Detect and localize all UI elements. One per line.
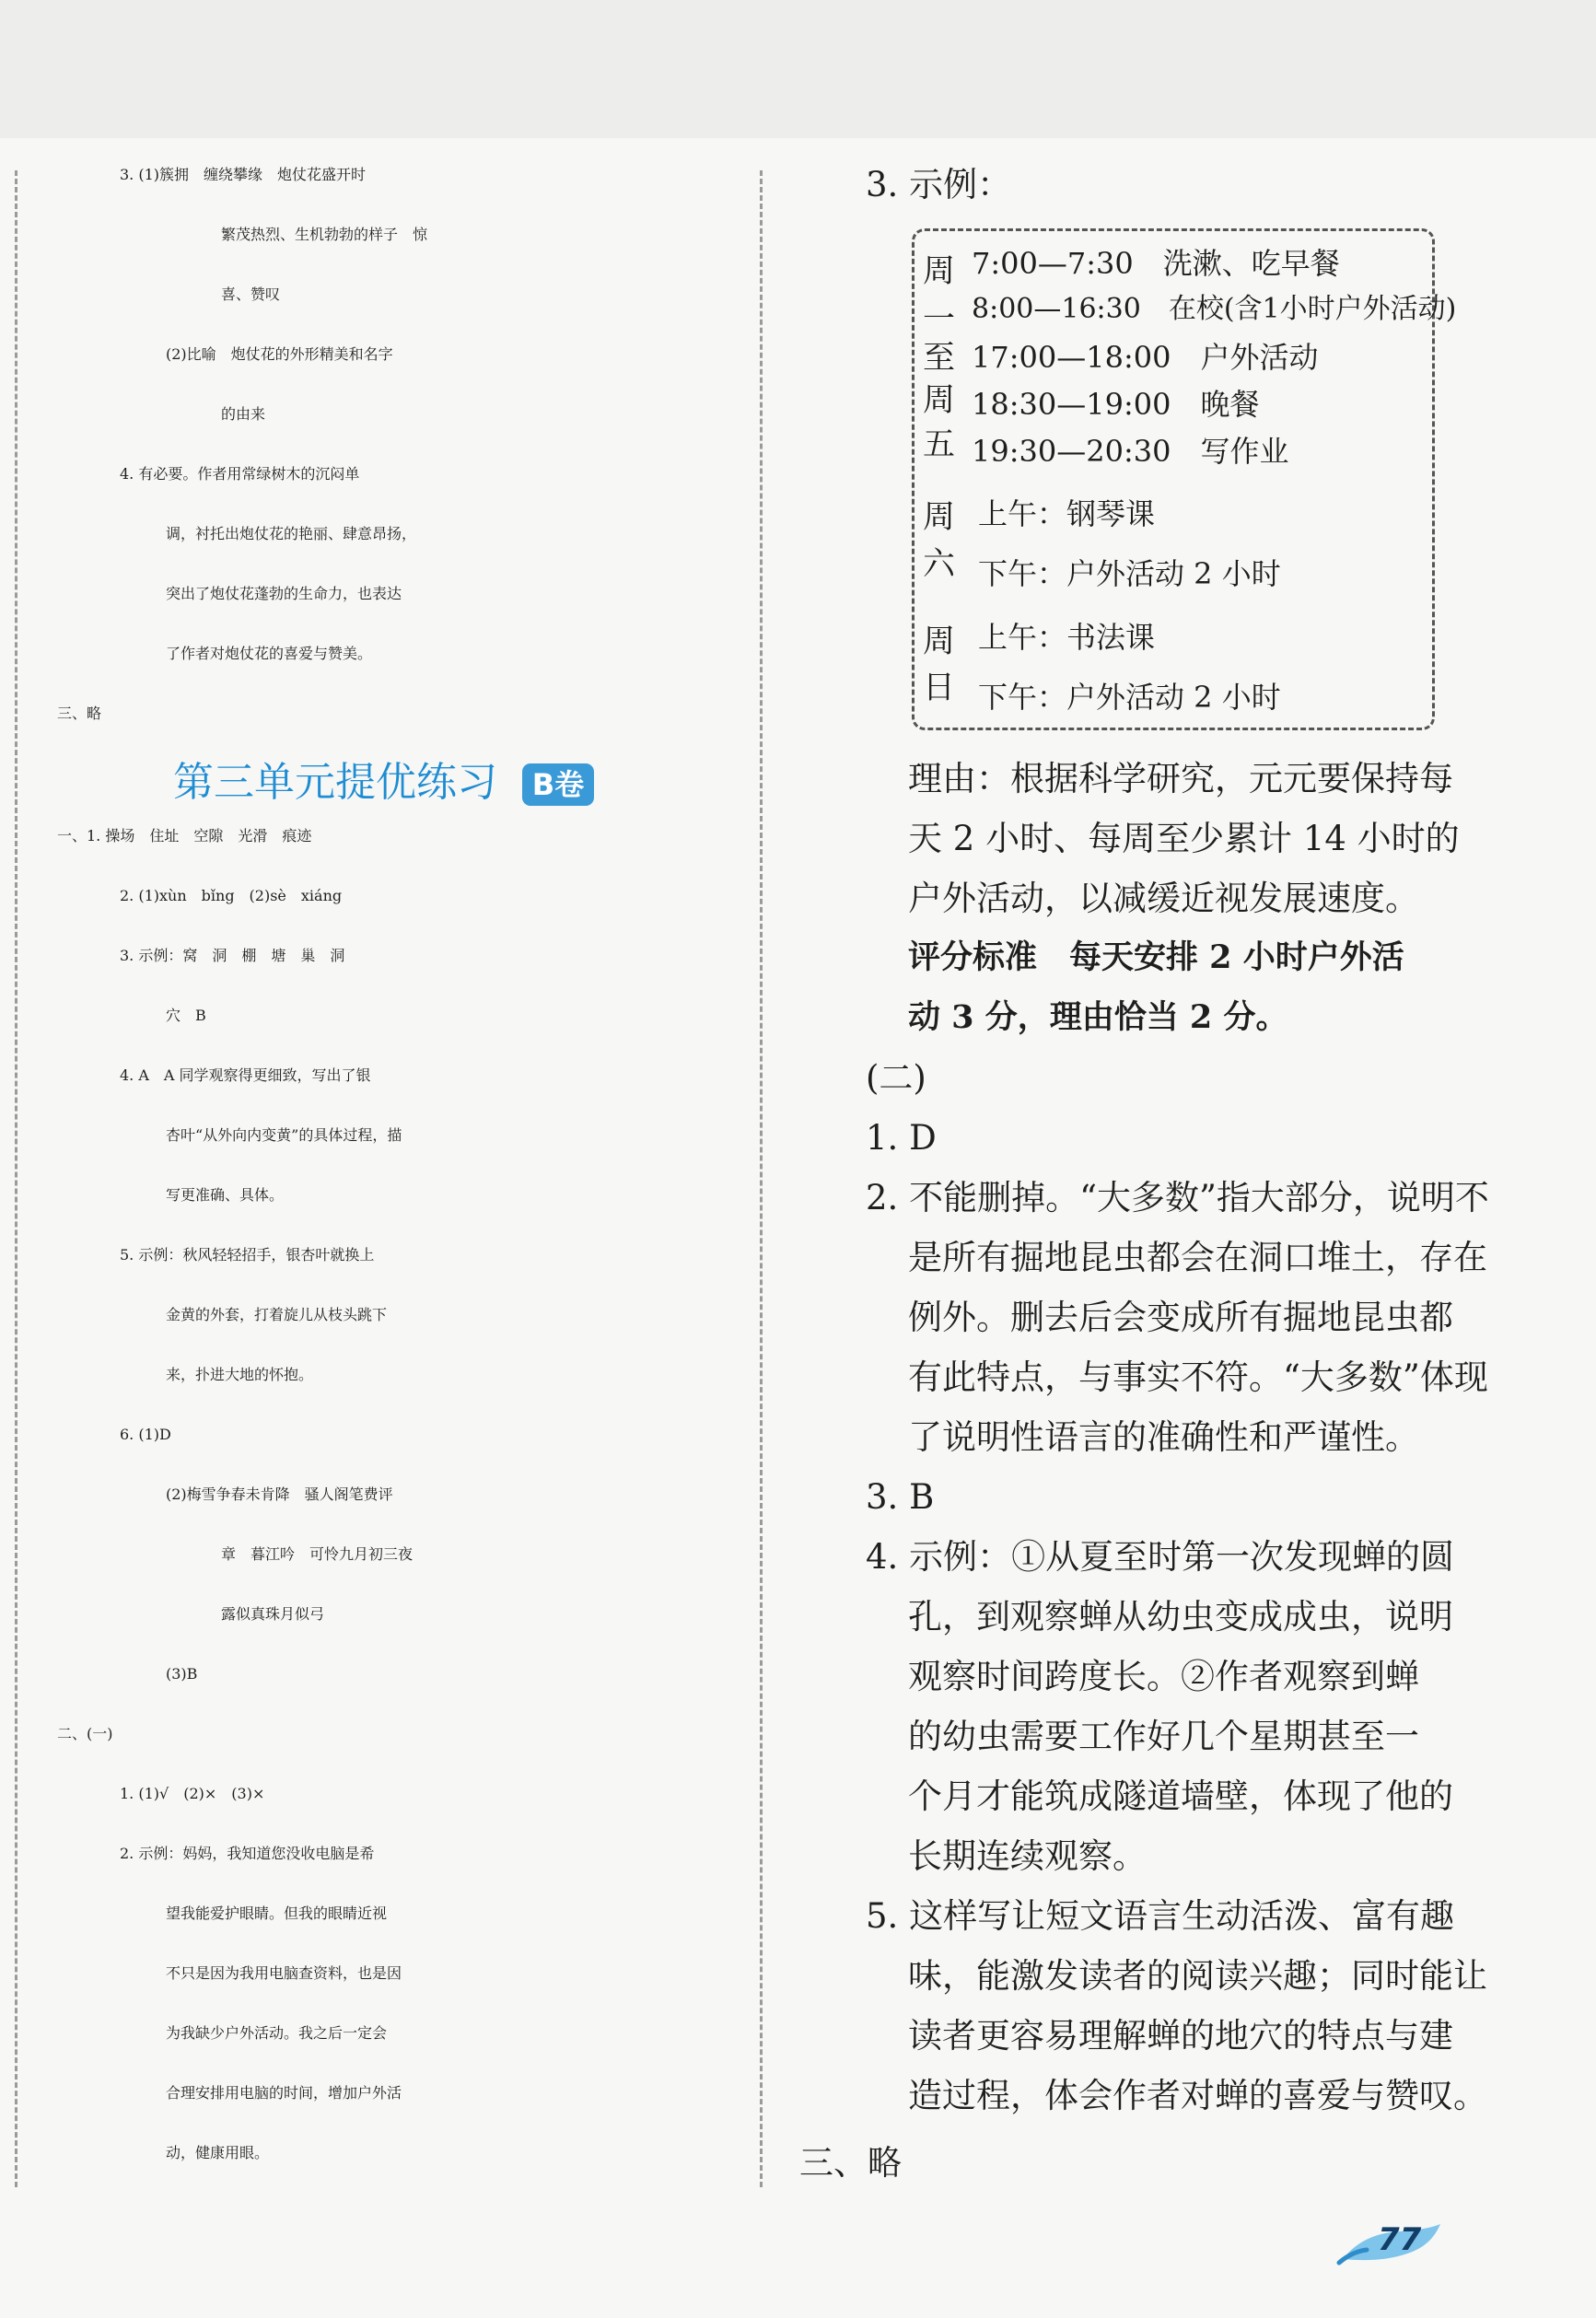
section-heading: 二、(一) xyxy=(57,1725,113,1742)
answer-line: 3. 示例： xyxy=(866,165,1012,204)
answer-line: 调，衬托出炮仗花的艳丽、肆意昂扬， xyxy=(166,525,417,542)
schedule-row: 18:30—19:00 晚餐 xyxy=(972,387,1260,422)
answer-line: 个月才能筑成隧道墙壁，体现了他的 xyxy=(908,1776,1453,1816)
answer-line: 5. 这样写让短文语言生动活泼、富有趣 xyxy=(866,1896,1455,1936)
page-number-badge xyxy=(1335,2215,1446,2270)
schedule-row: 8:00—16:30 在校(含1小时户外活动) xyxy=(972,293,1457,325)
answer-line: 4. A A 同学观察得更细致，写出了银 xyxy=(120,1066,371,1084)
schedule-row: 17:00—18:00 户外活动 xyxy=(972,340,1319,375)
answer-line: 为我缺少户外活动。我之后一定会 xyxy=(166,2024,388,2042)
answer-line: 的由来 xyxy=(221,405,266,423)
column-divider-dashed-line xyxy=(760,170,763,2187)
answer-line: 3. B xyxy=(866,1477,935,1517)
answer-line: 一、1. 操场 住址 空隙 光滑 痕迹 xyxy=(57,827,312,844)
answer-line: 是所有掘地昆虫都会在洞口堆土，存在 xyxy=(908,1238,1487,1277)
answer-line: 有此特点，与事实不符。“大多数”体现 xyxy=(908,1357,1488,1397)
answer-line: 孔，到观察蝉从幼虫变成成虫，说明 xyxy=(908,1597,1453,1637)
answer-line: 不只是因为我用电脑查资料，也是因 xyxy=(166,1964,402,1982)
answer-line: 的幼虫需要工作好几个星期甚至一 xyxy=(908,1717,1419,1756)
schedule-day-label: 日 xyxy=(923,670,956,706)
scoring-criteria: 动 3 分，理由恰当 2 分。 xyxy=(908,998,1288,1036)
answer-line: 2. 示例：妈妈，我知道您没收电脑是希 xyxy=(120,1845,375,1862)
answer-line: 了说明性语言的准确性和严谨性。 xyxy=(908,1417,1419,1457)
answer-line: 天 2 小时、每周至少累计 14 小时的 xyxy=(908,819,1460,858)
answer-line: 3. 示例：窝 洞 棚 塘 巢 洞 xyxy=(120,947,345,964)
left-margin-dashed-line xyxy=(15,170,17,2187)
schedule-day-label: 周 xyxy=(923,499,956,536)
answer-line: 突出了炮仗花蓬勃的生命力，也表达 xyxy=(166,585,402,602)
answer-line: 户外活动，以减缓近视发展速度。 xyxy=(908,879,1419,918)
answer-line: 望我能爱护眼睛。但我的眼睛近视 xyxy=(166,1904,388,1922)
answer-line: 1. (1)√ (2)× (3)× xyxy=(120,1785,265,1802)
schedule-row: 上午：钢琴课 xyxy=(978,496,1156,531)
schedule-row: 7:00—7:30 洗漱、吃早餐 xyxy=(972,246,1340,281)
section-heading: 三、略 xyxy=(799,2143,902,2183)
schedule-day-label: 至 xyxy=(923,340,956,377)
schedule-day-label: 一 xyxy=(923,301,956,338)
answer-line: 穴 B xyxy=(166,1007,206,1024)
schedule-row: 19:30—20:30 写作业 xyxy=(972,434,1289,469)
answer-line: (2)梅雪争春未肯降 骚人阁笔费评 xyxy=(166,1485,393,1503)
answer-line: 观察时间跨度长。②作者观察到蝉 xyxy=(908,1657,1419,1696)
scoring-criteria: 评分标准 每天安排 2 小时户外活 xyxy=(908,938,1404,976)
answer-line: 味，能激发读者的阅读兴趣；同时能让 xyxy=(908,1956,1487,1996)
section-heading: 三、略 xyxy=(57,705,102,722)
answer-line: 1. D xyxy=(866,1118,937,1158)
answer-line: 合理安排用电脑的时间，增加户外活 xyxy=(166,2084,402,2102)
answer-line: 4. 示例：①从夏至时第一次发现蝉的圆 xyxy=(866,1537,1455,1577)
answer-line: 长期连续观察。 xyxy=(908,1836,1147,1876)
section-heading: (二) xyxy=(866,1058,926,1098)
schedule-day-label: 周 xyxy=(923,253,956,290)
answer-line: 3. (1)簇拥 缠绕攀缘 炮仗花盛开时 xyxy=(120,166,367,183)
answer-line: 2. 不能删掉。“大多数”指大部分，说明不 xyxy=(866,1178,1489,1217)
answer-line: 2. (1)xùn bǐng (2)sè xiáng xyxy=(120,887,343,904)
answer-line: 繁茂热烈、生机勃勃的样子 惊 xyxy=(221,226,428,243)
answer-line: 章 暮江吟 可怜九月初三夜 xyxy=(221,1545,414,1563)
schedule-day-label: 六 xyxy=(923,546,956,583)
answer-line: 杏叶“从外向内变黄”的具体过程，描 xyxy=(166,1126,402,1144)
answer-line: 露似真珠月似弓 xyxy=(221,1605,325,1623)
answer-line: 动，健康用眼。 xyxy=(166,2144,270,2161)
answer-line: 写更准确、具体。 xyxy=(166,1186,285,1204)
schedule-day-label: 周 xyxy=(923,623,956,660)
answer-line: 来，扑进大地的怀抱。 xyxy=(166,1366,314,1383)
answer-line: 5. 示例：秋风轻轻招手，银杏叶就换上 xyxy=(120,1246,375,1264)
schedule-row: 下午：户外活动 2 小时 xyxy=(978,680,1281,715)
answer-line: 4. 有必要。作者用常绿树木的沉闷单 xyxy=(120,465,360,483)
scan-top-band xyxy=(0,0,1596,138)
page-number: 77 xyxy=(1378,2221,1422,2258)
answer-line: 喜、赞叹 xyxy=(221,285,281,303)
answer-line: 例外。删去后会变成所有掘地昆虫都 xyxy=(908,1298,1453,1337)
unit-title: 第三单元提优练习 xyxy=(173,759,497,806)
answer-line: 了作者对炮仗花的喜爱与赞美。 xyxy=(166,645,373,662)
answer-line: (2)比喻 炮仗花的外形精美和名字 xyxy=(166,345,393,363)
schedule-day-label: 周 xyxy=(923,382,956,419)
answer-line: 造过程，体会作者对蝉的喜爱与赞叹。 xyxy=(908,2076,1487,2115)
unit-badge: B卷 xyxy=(522,763,594,806)
schedule-day-label: 五 xyxy=(923,426,956,463)
schedule-row: 上午：书法课 xyxy=(978,620,1156,655)
answer-line: 金黄的外套，打着旋儿从枝头跳下 xyxy=(166,1306,388,1323)
answer-line: 6. (1)D xyxy=(120,1426,171,1443)
schedule-row: 下午：户外活动 2 小时 xyxy=(978,556,1281,591)
answer-line: (3)B xyxy=(166,1665,198,1683)
answer-line: 读者更容易理解蝉的地穴的特点与建 xyxy=(908,2016,1453,2056)
answer-line: 理由：根据科学研究，元元要保持每 xyxy=(908,759,1453,798)
